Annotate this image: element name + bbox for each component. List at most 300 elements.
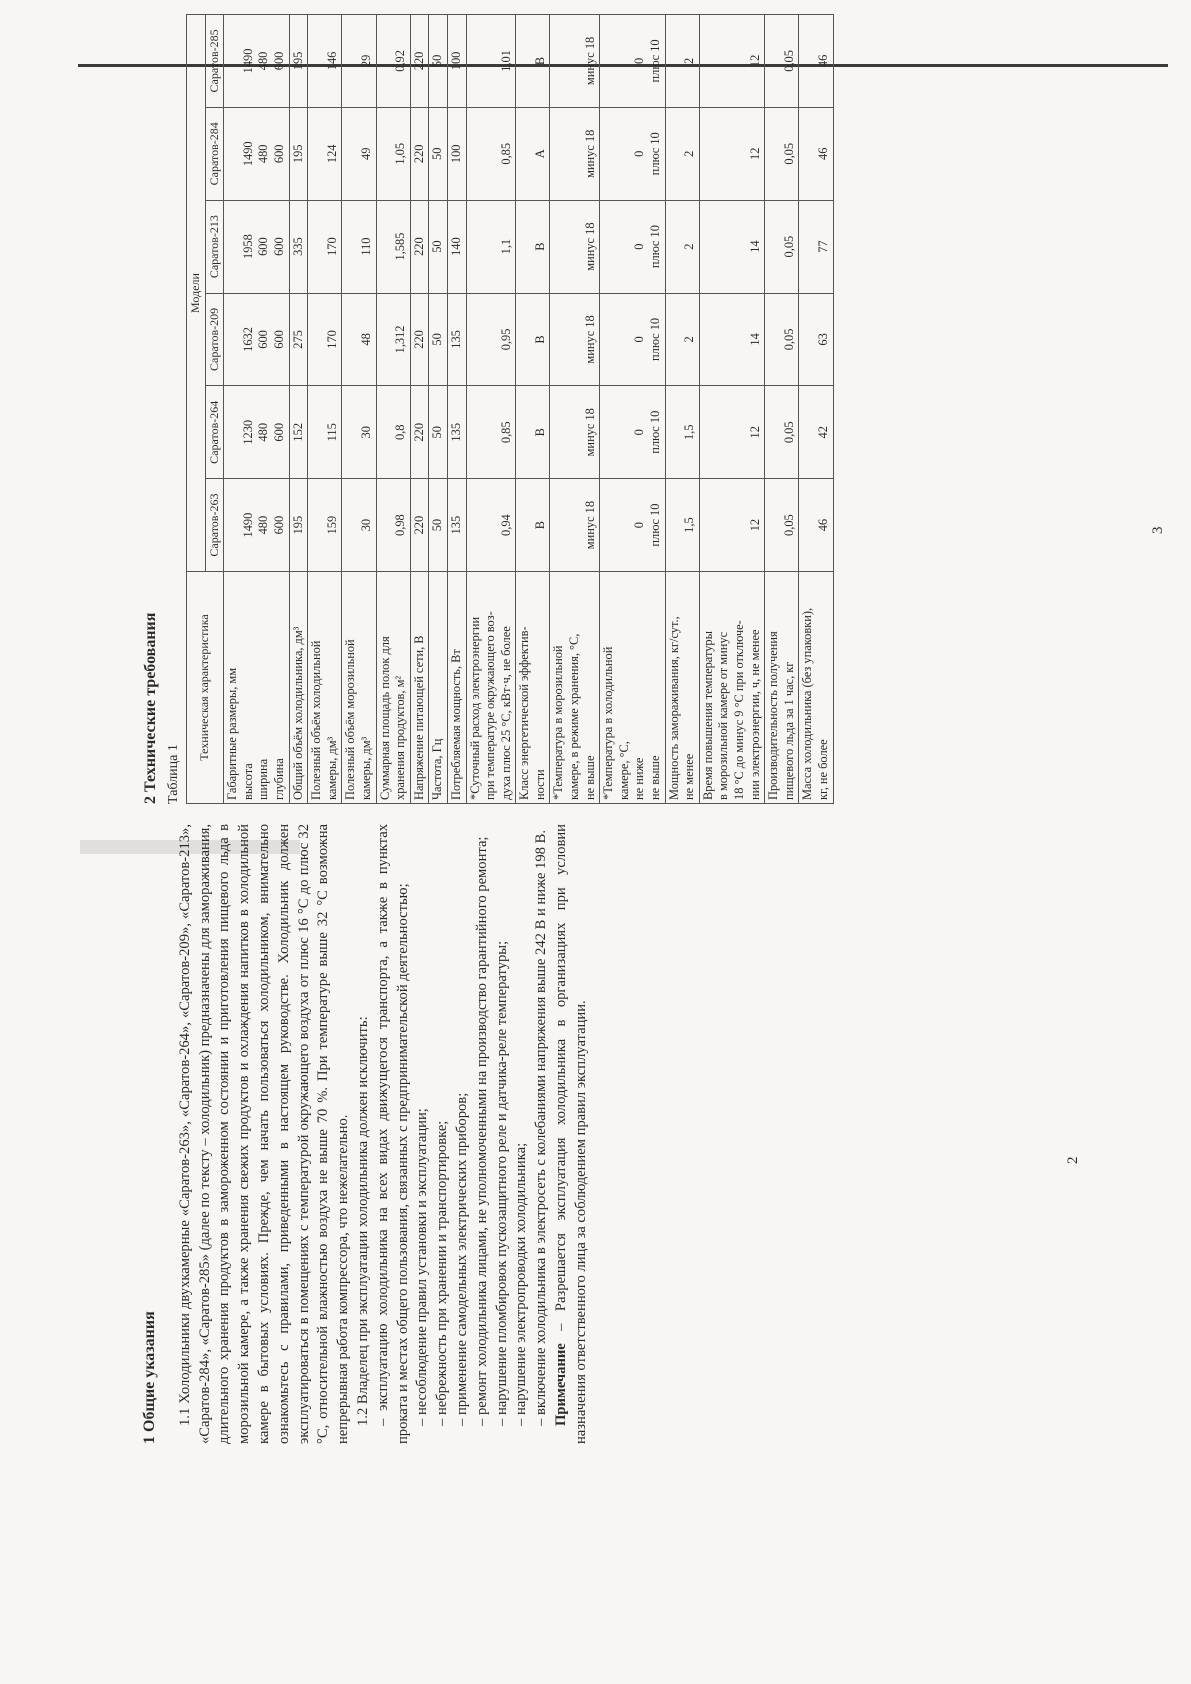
value-line: 1,5 xyxy=(682,517,697,533)
value-line xyxy=(617,204,633,290)
parameter-cell xyxy=(516,572,550,804)
value-cell xyxy=(699,293,764,386)
table-row xyxy=(665,15,699,804)
value-cell xyxy=(665,479,699,572)
value-cell xyxy=(466,293,516,386)
parameter-cell xyxy=(699,572,764,804)
value-line: В xyxy=(532,520,547,530)
list-item: – нарушение пломбировок пускозащитного реле и датчика-реле температуры; xyxy=(493,940,510,1426)
value-line: 135 xyxy=(448,330,463,349)
value-line xyxy=(225,204,241,290)
value-line: 0,05 xyxy=(781,328,796,351)
value-cell xyxy=(466,107,516,200)
value-line: 170 xyxy=(324,330,339,349)
parameter-line: ширина xyxy=(256,758,271,800)
value-line: 335 xyxy=(290,237,305,256)
value-cell xyxy=(550,386,600,479)
list-item: – эксплуатацию холодильника на всех видах движущегося транспорта, а также в пунктах проката и местах общего пользования, связанных с предпринимательской деятельностью; xyxy=(374,824,411,1444)
list-item: – нарушение электропроводки холодильника; xyxy=(513,1142,530,1426)
parameter-cell xyxy=(665,572,699,804)
value-line: минус 18 xyxy=(582,315,597,364)
parameter-line: ности xyxy=(532,769,547,800)
value-line: 2 xyxy=(682,243,697,250)
section-2-heading: 2 Технические требования xyxy=(142,612,159,804)
value-line: плюс 10 xyxy=(648,39,663,83)
parameter-line: Напряжение питающей сети, В xyxy=(411,635,426,800)
value-line: минус 18 xyxy=(582,222,597,271)
page-number-right: 3 xyxy=(1150,526,1166,534)
parameter-line: в морозильной камере от минус xyxy=(716,631,731,800)
value-line: 12 xyxy=(747,426,762,439)
value-line xyxy=(601,297,617,383)
model-header: Саратов-285 xyxy=(205,15,224,108)
table-row xyxy=(376,15,410,804)
value-cell xyxy=(289,479,308,572)
value-line: 480 xyxy=(256,144,271,164)
value-line: 600 xyxy=(271,515,286,535)
value-line: 0,85 xyxy=(498,142,513,165)
parameter-cell xyxy=(289,572,308,804)
value-line: 0 xyxy=(632,336,647,343)
value-line: 124 xyxy=(324,144,339,164)
value-line: 195 xyxy=(290,144,305,164)
parameter-line: кг, не более xyxy=(815,739,830,800)
value-line: плюс 10 xyxy=(648,317,663,361)
value-line: 100 xyxy=(448,51,463,71)
value-cell xyxy=(429,200,448,293)
value-cell xyxy=(799,386,833,479)
value-line: 42 xyxy=(815,426,830,439)
value-line: В xyxy=(532,56,547,66)
value-line: 14 xyxy=(747,240,762,253)
value-cell xyxy=(466,479,516,572)
value-cell xyxy=(600,293,665,386)
parameter-line: пищевого льда за 1 час, кг xyxy=(781,661,796,800)
value-line xyxy=(617,111,633,197)
table-row xyxy=(765,15,799,804)
value-cell xyxy=(699,15,764,108)
value-cell xyxy=(308,200,342,293)
parameter-cell xyxy=(600,572,665,804)
value-line: 220 xyxy=(411,515,426,535)
value-line: 1,01 xyxy=(498,50,513,72)
value-line: 0,05 xyxy=(781,514,796,536)
parameter-line: Габаритные размеры, мм xyxy=(225,667,240,800)
parameter-line: Время повышения температуры xyxy=(700,631,715,800)
value-line: 115 xyxy=(324,423,339,442)
parameter-cell xyxy=(376,572,410,804)
value-cell xyxy=(665,293,699,386)
value-line: 0 xyxy=(632,521,647,529)
value-cell xyxy=(799,293,833,386)
model-header: Саратов-264 xyxy=(205,386,224,479)
list-item: – несоблюдение правил установки и эксплуатации; xyxy=(414,1108,431,1426)
value-cell xyxy=(289,293,308,386)
value-line: 600 xyxy=(271,422,286,442)
value-cell xyxy=(516,386,550,479)
value-line: 1490 xyxy=(240,48,255,74)
paragraph-1-2: 1.2 Владелец при эксплуатации холодильника должен исключить: xyxy=(354,1016,371,1426)
value-line: 600 xyxy=(271,51,286,71)
value-cell xyxy=(308,479,342,572)
table-row xyxy=(410,15,429,804)
value-line: 0,94 xyxy=(498,514,513,536)
value-cell xyxy=(466,200,516,293)
header-models: Модели xyxy=(187,15,206,572)
value-line: 135 xyxy=(448,515,463,535)
value-line xyxy=(225,111,241,197)
value-line: 220 xyxy=(411,330,426,349)
value-line: 220 xyxy=(411,422,426,442)
value-cell xyxy=(799,15,833,108)
value-cell xyxy=(447,479,466,572)
value-cell xyxy=(600,479,665,572)
value-cell xyxy=(699,107,764,200)
value-cell xyxy=(447,386,466,479)
value-line: 600 xyxy=(256,237,271,256)
value-cell xyxy=(665,200,699,293)
value-line xyxy=(617,389,633,475)
parameter-cell xyxy=(799,572,833,804)
value-line: 0,05 xyxy=(781,142,796,165)
value-line: 195 xyxy=(290,51,305,71)
parameter-line: Общий объём холодильника, дм³ xyxy=(290,626,305,800)
value-cell xyxy=(410,15,429,108)
value-cell xyxy=(699,479,764,572)
list-item: – применение самодельных электрических приборов; xyxy=(453,1092,470,1426)
table-row xyxy=(699,15,764,804)
value-line: 1490 xyxy=(240,512,255,538)
value-line: минус 18 xyxy=(582,408,597,457)
table-row xyxy=(516,15,550,804)
value-cell xyxy=(799,479,833,572)
parameter-line: духа плюс 25 °С, кВт·ч, не более xyxy=(498,626,513,800)
value-line: 1,312 xyxy=(393,325,408,354)
value-cell xyxy=(699,386,764,479)
value-line: плюс 10 xyxy=(648,410,663,454)
value-line: 0 xyxy=(632,150,647,157)
value-line: 63 xyxy=(815,333,830,346)
parameter-cell xyxy=(429,572,448,804)
value-cell xyxy=(376,386,410,479)
value-line: 1490 xyxy=(240,141,255,167)
value-line: 170 xyxy=(324,237,339,256)
value-cell xyxy=(765,293,799,386)
value-line: 0 xyxy=(632,57,647,65)
value-line: 2 xyxy=(682,57,697,65)
value-cell xyxy=(466,386,516,479)
value-cell xyxy=(342,386,376,479)
value-line xyxy=(617,482,633,568)
value-cell xyxy=(429,386,448,479)
parameter-line: камере, °С, xyxy=(616,741,631,800)
header-parameter: Техническая характеристика xyxy=(187,572,224,804)
table-caption: Таблица 1 xyxy=(166,744,181,804)
value-cell xyxy=(765,386,799,479)
value-cell xyxy=(224,200,289,293)
section-technical-requirements xyxy=(142,14,834,804)
value-line: 0,85 xyxy=(498,421,513,444)
parameter-cell xyxy=(550,572,600,804)
value-line: 46 xyxy=(815,147,830,160)
value-line xyxy=(617,297,633,383)
value-line: 220 xyxy=(411,144,426,164)
parameter-line: Мощность замораживания, кг/сут., xyxy=(666,616,681,800)
value-cell xyxy=(308,293,342,386)
value-line: В xyxy=(532,428,547,437)
value-cell xyxy=(308,15,342,108)
value-line: 110 xyxy=(358,237,373,256)
value-line: 46 xyxy=(815,54,830,68)
value-line: 600 xyxy=(271,330,286,349)
parameter-line: не менее xyxy=(682,753,697,800)
value-cell xyxy=(765,479,799,572)
table-row xyxy=(600,15,665,804)
value-line: 14 xyxy=(747,333,762,346)
value-line: 50 xyxy=(430,333,445,346)
value-line: 46 xyxy=(815,518,830,532)
value-cell xyxy=(429,107,448,200)
parameter-cell xyxy=(765,572,799,804)
value-cell xyxy=(600,386,665,479)
value-cell xyxy=(376,293,410,386)
value-line: 12 xyxy=(747,147,762,160)
value-line: 100 xyxy=(448,144,463,164)
value-line: 152 xyxy=(290,422,305,442)
value-cell xyxy=(308,386,342,479)
parameter-line: не выше xyxy=(582,755,597,800)
value-line: 1,1 xyxy=(498,238,513,255)
parameter-cell xyxy=(447,572,466,804)
value-line: плюс 10 xyxy=(648,225,663,269)
value-line: 48 xyxy=(358,333,373,346)
value-cell xyxy=(799,200,833,293)
section-1-heading: 1 Общие указания xyxy=(141,1311,158,1444)
parameter-line: Масса холодильника (без упаковки), xyxy=(800,607,815,800)
value-cell xyxy=(799,107,833,200)
value-line xyxy=(601,111,617,197)
value-line: В xyxy=(532,242,547,251)
value-line: 50 xyxy=(430,426,445,439)
value-line: 480 xyxy=(256,422,271,442)
parameter-line: не выше xyxy=(648,755,663,800)
value-line: 0,05 xyxy=(781,421,796,444)
value-line: 220 xyxy=(411,51,426,71)
table-row xyxy=(466,15,516,804)
value-cell xyxy=(342,293,376,386)
value-cell xyxy=(224,15,289,108)
value-line: 50 xyxy=(430,240,445,253)
value-cell xyxy=(516,479,550,572)
value-line: 195 xyxy=(290,515,305,535)
section-general-instructions xyxy=(140,824,592,1444)
value-line: 0,05 xyxy=(781,235,796,258)
value-line: 30 xyxy=(358,518,373,532)
value-cell xyxy=(429,293,448,386)
value-cell xyxy=(516,107,550,200)
table-row xyxy=(799,15,833,804)
value-cell xyxy=(224,479,289,572)
value-cell xyxy=(699,200,764,293)
value-cell xyxy=(410,386,429,479)
value-cell xyxy=(466,15,516,108)
spec-table xyxy=(186,14,834,804)
value-line: 0,8 xyxy=(393,424,408,441)
table-row xyxy=(550,15,600,804)
value-cell xyxy=(516,15,550,108)
value-cell xyxy=(765,200,799,293)
note-text: – Разрешается эксплуатация холодильника в организациях при условии назначения ответственного лица за соблюдением правил эксплуатации. xyxy=(552,824,589,1444)
table-row xyxy=(224,15,289,804)
value-cell xyxy=(600,15,665,108)
value-line xyxy=(601,18,617,104)
value-cell xyxy=(665,107,699,200)
value-line: 0,92 xyxy=(393,50,408,72)
value-line: 77 xyxy=(815,240,830,253)
parameter-line: Потребляемая мощность, Вт xyxy=(448,649,463,800)
value-cell xyxy=(516,293,550,386)
value-line: 600 xyxy=(256,330,271,349)
value-line: минус 18 xyxy=(582,500,597,550)
value-cell xyxy=(410,293,429,386)
parameter-line: Частота, Гц xyxy=(430,738,445,800)
value-cell xyxy=(447,107,466,200)
value-cell xyxy=(447,15,466,108)
value-line xyxy=(225,482,241,568)
value-cell xyxy=(289,386,308,479)
value-cell xyxy=(224,107,289,200)
value-line: плюс 10 xyxy=(648,132,663,176)
note-label: Примечание xyxy=(552,1343,569,1426)
table-row xyxy=(429,15,448,804)
value-cell xyxy=(516,200,550,293)
value-cell xyxy=(224,293,289,386)
parameter-line: камеры, дм³ xyxy=(358,736,373,800)
parameter-line: *Суточный расход электроэнергии xyxy=(467,616,482,800)
value-cell xyxy=(665,15,699,108)
parameter-cell xyxy=(342,572,376,804)
value-line: 140 xyxy=(448,237,463,256)
value-cell xyxy=(765,107,799,200)
value-line: 480 xyxy=(256,515,271,535)
value-line: 135 xyxy=(448,422,463,442)
value-line: 1,5 xyxy=(682,424,697,441)
value-line: минус 18 xyxy=(582,129,597,178)
value-cell xyxy=(410,479,429,572)
value-cell xyxy=(289,107,308,200)
value-cell xyxy=(376,479,410,572)
value-line: 30 xyxy=(358,426,373,439)
value-cell xyxy=(447,293,466,386)
value-line: 0,98 xyxy=(393,514,408,536)
table-row xyxy=(289,15,308,804)
value-line: 159 xyxy=(324,515,339,535)
parameter-line: нии электроэнергии, ч, не менее xyxy=(747,629,762,800)
value-line: 49 xyxy=(358,147,373,160)
value-line xyxy=(601,482,617,568)
value-cell xyxy=(289,15,308,108)
value-line: 12 xyxy=(747,54,762,68)
parameter-line: глубина xyxy=(271,758,286,800)
parameter-line: Класс энергетической эффектив- xyxy=(517,626,532,800)
value-line: 2 xyxy=(682,150,697,157)
page-number-left: 2 xyxy=(1065,1156,1081,1164)
value-line: 0 xyxy=(632,429,647,436)
list-item: – небрежность при хранении и транспортировке; xyxy=(434,1120,451,1426)
value-line: 1230 xyxy=(240,419,255,445)
value-line: 1958 xyxy=(240,234,255,259)
note-paragraph xyxy=(552,824,592,1444)
parameter-cell xyxy=(224,572,289,804)
value-line: 0,95 xyxy=(498,328,513,351)
value-cell xyxy=(410,200,429,293)
value-line: 50 xyxy=(430,518,445,532)
parameter-cell xyxy=(410,572,429,804)
value-line xyxy=(617,18,633,104)
value-cell xyxy=(600,107,665,200)
value-cell xyxy=(429,15,448,108)
paragraph-1-1: 1.1 Холодильники двухкамерные «Саратов-263», «Саратов-264», «Саратов-209», «Саратов-213», «Саратов-284», «Саратов-285» (далее по тексту – холодильник) предназначены для замораживания, длительного хранения продуктов в замороженном состоянии и приготовления пищевого льда в морозильной камере, а также хранения свежих продуктов и охлаждения напитков в холодильной камере в бытовых условиях. Прежде, чем начать пользоваться холодильником, внимательно ознакомьтесь с правилами, приведенными в настоящем руководстве. Холодильник должен эксплуатироваться в помещениях с температурой окружающего воздуха от плюс 16 °С до плюс 32 °С, относительной влажностью воздуха не выше 70 %. При температуре выше 32 °С возможна непрерывная работа компрессора, что нежелательно. xyxy=(176,824,352,1444)
value-cell xyxy=(550,293,600,386)
value-line: 1632 xyxy=(240,327,255,352)
value-line: 50 xyxy=(430,147,445,160)
value-line: 600 xyxy=(271,144,286,164)
value-line xyxy=(225,18,241,104)
value-line: 0,05 xyxy=(781,50,796,72)
value-cell xyxy=(376,107,410,200)
parameter-line: камеры, дм³ xyxy=(324,736,339,800)
value-cell xyxy=(376,15,410,108)
parameter-line: высота xyxy=(240,763,255,800)
model-header: Саратов-209 xyxy=(205,293,224,386)
value-cell xyxy=(447,200,466,293)
value-cell xyxy=(550,479,600,572)
parameter-line: Производительность получения xyxy=(766,631,781,800)
value-line xyxy=(225,389,241,475)
value-line: 1,05 xyxy=(393,142,408,165)
value-line: 146 xyxy=(324,51,339,71)
parameter-line: 18 °С до минус 9 °С при отключе- xyxy=(732,620,746,800)
list-item: – ремонт холодильника лицами, не уполномоченными на производство гарантийного ремонта; xyxy=(473,836,490,1426)
value-line: 2 xyxy=(682,336,697,343)
value-line: 600 xyxy=(271,237,286,256)
parameter-cell xyxy=(308,572,342,804)
value-cell xyxy=(765,15,799,108)
value-cell xyxy=(550,200,600,293)
table-row xyxy=(308,15,342,804)
value-cell xyxy=(550,107,600,200)
value-line: 12 xyxy=(747,518,762,532)
value-line: 220 xyxy=(411,237,426,256)
parameter-line: не ниже xyxy=(632,757,647,800)
value-cell xyxy=(342,107,376,200)
value-cell xyxy=(342,15,376,108)
value-cell xyxy=(429,479,448,572)
table-row xyxy=(342,15,376,804)
parameter-cell xyxy=(466,572,516,804)
value-cell xyxy=(600,200,665,293)
value-cell xyxy=(289,200,308,293)
value-line xyxy=(601,204,617,290)
value-line: минус 18 xyxy=(582,36,597,86)
model-header: Саратов-263 xyxy=(205,479,224,572)
value-cell xyxy=(376,200,410,293)
value-line: 0 xyxy=(632,243,647,250)
value-line xyxy=(601,389,617,475)
value-cell xyxy=(308,107,342,200)
value-cell xyxy=(342,200,376,293)
parameter-line: при температуре окружающего воз- xyxy=(483,611,498,800)
